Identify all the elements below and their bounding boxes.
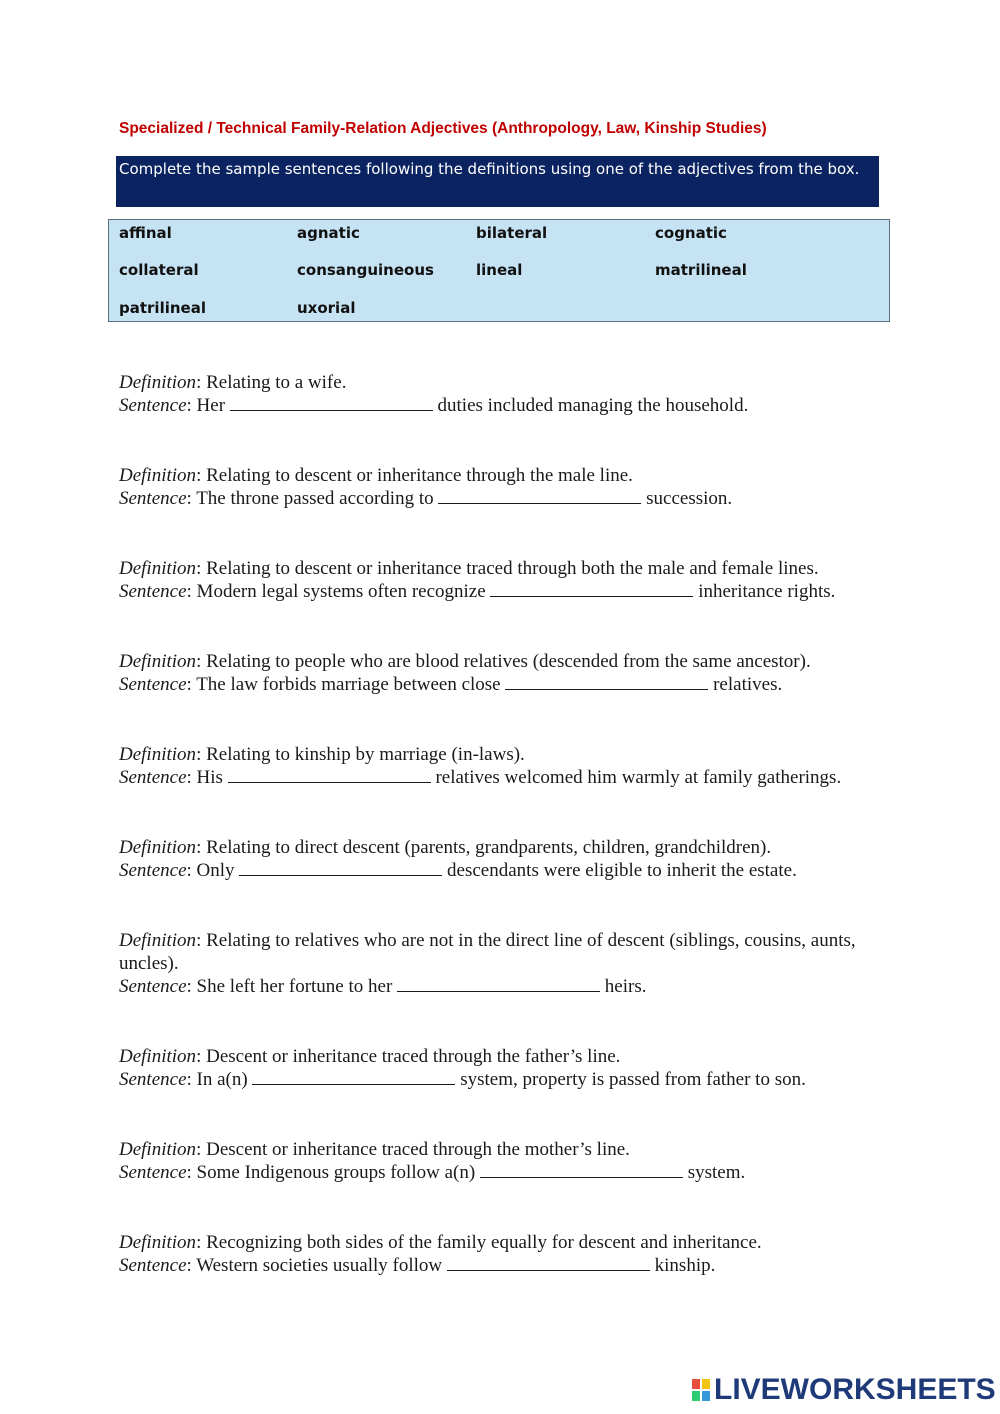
sentence-label: Sentence — [119, 581, 187, 602]
definition-label: Definition — [119, 930, 197, 951]
answer-blank[interactable] — [438, 487, 641, 504]
word-box-item: consanguineous — [297, 261, 434, 279]
sentence-after: heirs. — [604, 976, 647, 997]
definition-label: Definition — [119, 1046, 197, 1067]
exercise-item: Definition: Descent or inheritance traced through the mother’s line. Sentence: Some Indigenous groups follow a(n) system. — [119, 1139, 746, 1183]
exercise-item: Definition: Recognizing both sides of the family equally for descent and inheritance. Sentence: Western societies usually follow kinship. — [119, 1232, 762, 1276]
definition-label: Definition — [119, 372, 197, 393]
definition-label: Definition — [119, 651, 197, 672]
exercise-item: Definition: Relating to direct descent (parents, grandparents, children, grandchildren). Sentence: Only descendants were eligible to inherit the estate. — [119, 837, 797, 881]
sentence-label: Sentence — [119, 1162, 187, 1183]
definition-label: Definition — [119, 837, 197, 858]
exercise-item: Definition: Relating to descent or inheritance traced through both the male and female lines. Sentence: Modern legal systems often recognize inheritance rights. — [119, 558, 836, 602]
word-box-item: matrilineal — [655, 261, 747, 279]
exercise-item: Definition: Relating to descent or inheritance through the male line. Sentence: The throne passed according to succession. — [119, 465, 733, 509]
definition-label: Definition — [119, 744, 197, 765]
definition-text: Relating to descent or inheritance through the male line. — [206, 465, 633, 486]
word-box-item: uxorial — [297, 299, 356, 317]
word-box-item: agnatic — [297, 224, 360, 242]
definition-text: Relating to direct descent (parents, grandparents, children, grandchildren). — [206, 837, 772, 858]
exercise-item: Definition: Relating to relatives who are not in the direct line of descent (siblings, cousins, aunts, uncles). Sentence: She left her fortune to her heirs. — [119, 930, 856, 997]
instructions-banner: Complete the sample sentences following the definitions using one of the adjectives from the box. — [116, 156, 879, 207]
sentence-after: succession. — [646, 488, 733, 509]
sentence-after: relatives welcomed him warmly at family gatherings. — [435, 767, 842, 788]
word-box-item: patrilineal — [119, 299, 206, 317]
word-box-item: lineal — [476, 261, 523, 279]
exercise-item: Definition: Descent or inheritance traced through the father’s line. Sentence: In a(n) system, property is passed from father to son. — [119, 1046, 806, 1090]
answer-blank[interactable] — [230, 394, 433, 411]
sentence-after: system, property is passed from father to son. — [460, 1069, 806, 1090]
sentence-before: She left her fortune to her — [196, 976, 393, 997]
sentence-before: Modern legal systems often recognize — [196, 581, 486, 602]
definition-text: Descent or inheritance traced through the mother’s line. — [206, 1139, 630, 1160]
answer-blank[interactable] — [239, 859, 442, 876]
answer-blank[interactable] — [397, 975, 600, 992]
word-box-item: bilateral — [476, 224, 548, 242]
definition-text: Relating to descent or inheritance traced through both the male and female lines. — [206, 558, 819, 579]
sentence-before: Western societies usually follow — [196, 1255, 443, 1276]
answer-blank[interactable] — [252, 1068, 455, 1085]
sentence-after: duties included managing the household. — [437, 395, 749, 416]
sentence-before: Some Indigenous groups follow a(n) — [196, 1162, 476, 1183]
definition-label: Definition — [119, 465, 197, 486]
sentence-after: system. — [687, 1162, 746, 1183]
answer-blank[interactable] — [228, 766, 431, 783]
sentence-before: Her — [196, 395, 226, 416]
definition-label: Definition — [119, 1232, 197, 1253]
word-box — [108, 219, 890, 322]
definition-label: Definition — [119, 1139, 197, 1160]
definition-label: Definition — [119, 558, 197, 579]
sentence-before: His — [196, 767, 223, 788]
sentence-before: In a(n) — [196, 1069, 248, 1090]
definition-text: Relating to relatives who are not in the direct line of descent (siblings, cousins, aunts, uncles). — [119, 930, 856, 974]
exercise-item: Definition: Relating to people who are blood relatives (descended from the same ancestor). Sentence: The law forbids marriage between close relatives. — [119, 651, 811, 695]
definition-text: Relating to a wife. — [206, 372, 347, 393]
sentence-label: Sentence — [119, 1255, 187, 1276]
word-box-item: affinal — [119, 224, 172, 242]
word-box-item: collateral — [119, 261, 199, 279]
sentence-after: descendants were eligible to inherit the estate. — [447, 860, 797, 881]
liveworksheets-logo — [692, 1372, 996, 1408]
sentence-before: The law forbids marriage between close — [196, 674, 501, 695]
sentence-label: Sentence — [119, 1069, 187, 1090]
sentence-before: The throne passed according to — [196, 488, 434, 509]
sentence-label: Sentence — [119, 976, 187, 997]
definition-text: Relating to people who are blood relatives (descended from the same ancestor). — [206, 651, 811, 672]
exercise-item: Definition: Relating to kinship by marriage (in-laws). Sentence: His relatives welcomed him warmly at family gatherings. — [119, 744, 842, 788]
sentence-after: relatives. — [713, 674, 783, 695]
definition-text: Descent or inheritance traced through the father’s line. — [206, 1046, 621, 1067]
sentence-label: Sentence — [119, 488, 187, 509]
definition-text: Recognizing both sides of the family equally for descent and inheritance. — [206, 1232, 762, 1253]
sentence-label: Sentence — [119, 674, 187, 695]
sentence-label: Sentence — [119, 860, 187, 881]
answer-blank[interactable] — [447, 1254, 650, 1271]
sentence-after: kinship. — [654, 1255, 716, 1276]
sentence-label: Sentence — [119, 395, 187, 416]
logo-text: LIVEWORKSHEETS — [714, 1373, 996, 1406]
sentence-before: Only — [196, 860, 235, 881]
sentence-label: Sentence — [119, 767, 187, 788]
logo-mark-icon — [692, 1379, 710, 1401]
definition-text: Relating to kinship by marriage (in-laws). — [206, 744, 525, 765]
worksheet-title: Specialized / Technical Family-Relation Adjectives (Anthropology, Law, Kinship Studies) — [119, 120, 767, 137]
answer-blank[interactable] — [480, 1161, 683, 1178]
word-box-item: cognatic — [655, 224, 727, 242]
exercise-item: Definition: Relating to a wife. Sentence: Her duties included managing the household. — [119, 372, 749, 416]
answer-blank[interactable] — [490, 580, 693, 597]
sentence-after: inheritance rights. — [698, 581, 836, 602]
answer-blank[interactable] — [505, 673, 708, 690]
